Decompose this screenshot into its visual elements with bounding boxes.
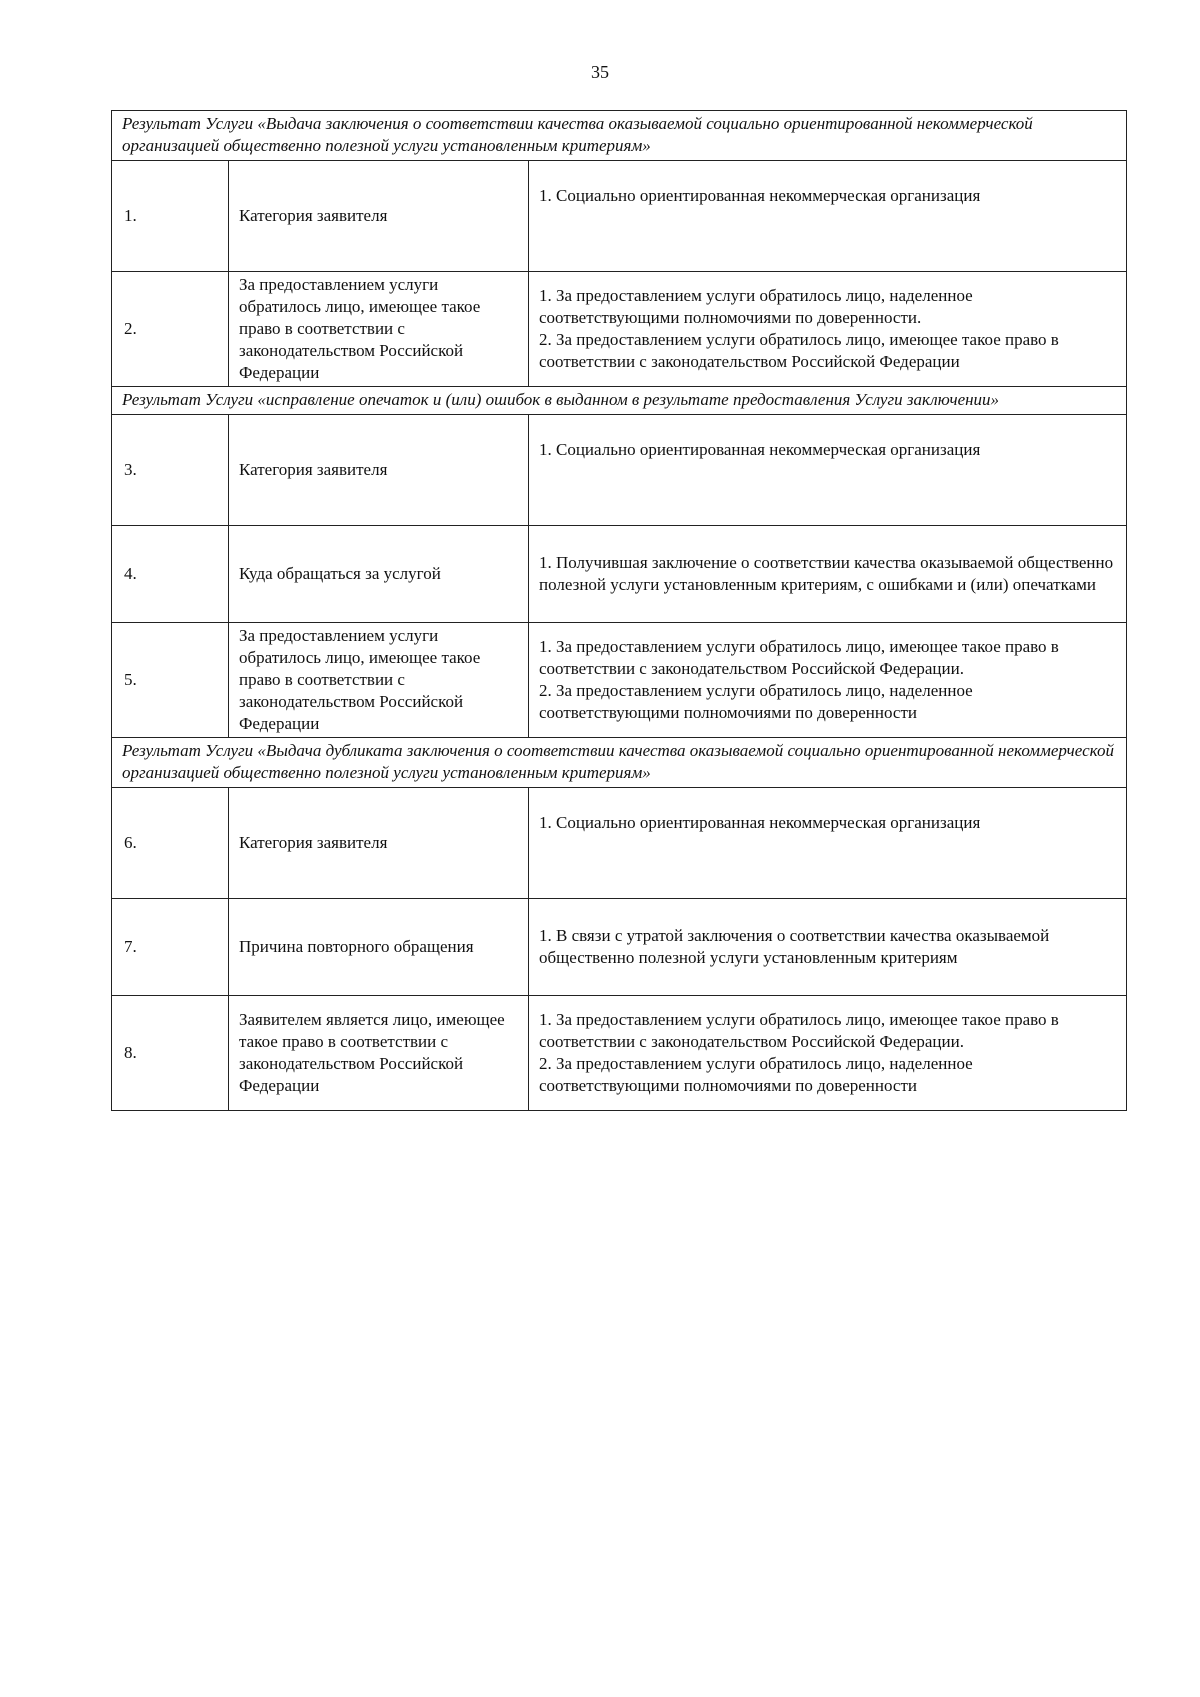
table-row xyxy=(112,996,1127,1111)
section-header-row xyxy=(112,387,1127,415)
row-number: 7. xyxy=(112,899,229,996)
row-value xyxy=(529,526,1127,623)
criteria-table xyxy=(111,110,1127,1111)
value-item: 1. За предоставлением услуги обратилось лицо, наделенное соответствующими полномочиями по доверенности. xyxy=(539,286,973,327)
row-number: 6. xyxy=(112,788,229,899)
row-value xyxy=(529,161,1127,272)
row-value xyxy=(529,623,1127,738)
table-row xyxy=(112,415,1127,526)
value-item: 2. За предоставлением услуги обратилось лицо, наделенное соответствующими полномочиями по доверенности xyxy=(539,1054,973,1095)
value-item: 2. За предоставлением услуги обратилось лицо, имеющее такое право в соответствии с законодательством Российской Федерации xyxy=(539,330,1059,371)
row-value xyxy=(529,272,1127,387)
row-number: 3. xyxy=(112,415,229,526)
row-parameter: Категория заявителя xyxy=(229,415,529,526)
value-item: 1. Социально ориентированная некоммерческая организация xyxy=(539,813,981,832)
row-number: 5. xyxy=(112,623,229,738)
row-number: 1. xyxy=(112,161,229,272)
row-parameter: Категория заявителя xyxy=(229,788,529,899)
value-item: 2. За предоставлением услуги обратилось лицо, наделенное соответствующими полномочиями по доверенности xyxy=(539,681,973,722)
value-item: 1. Социально ориентированная некоммерческая организация xyxy=(539,440,981,459)
table-row xyxy=(112,526,1127,623)
row-number: 8. xyxy=(112,996,229,1111)
section-header-row xyxy=(112,738,1127,788)
row-value xyxy=(529,996,1127,1111)
value-item: 1. Получившая заключение о соответствии качества оказываемой общественно полезной услуги установленным критериям, с ошибками и (или) опечатками xyxy=(539,553,1114,594)
value-item: 1. За предоставлением услуги обратилось лицо, имеющее такое право в соответствии с законодательством Российской Федерации. xyxy=(539,1010,1059,1051)
table-row xyxy=(112,161,1127,272)
row-number: 2. xyxy=(112,272,229,387)
section-header-row xyxy=(112,111,1127,161)
row-parameter: За предоставлением услуги обратилось лицо, имеющее такое право в соответствии с законодательством Российской Федерации xyxy=(229,623,529,738)
table-row xyxy=(112,788,1127,899)
row-parameter: Причина повторного обращения xyxy=(229,899,529,996)
table-row xyxy=(112,899,1127,996)
row-parameter: Куда обращаться за услугой xyxy=(229,526,529,623)
page-number: 35 xyxy=(591,62,609,82)
section-title: Результат Услуги «Выдача заключения о соответствии качества оказываемой социально ориентированной некоммерческой организацией общественно полезной услуги установленным критериям» xyxy=(112,111,1127,161)
row-value xyxy=(529,788,1127,899)
row-parameter: За предоставлением услуги обратилось лицо, имеющее такое право в соответствии с законодательством Российской Федерации xyxy=(229,272,529,387)
section-title: Результат Услуги «Выдача дубликата заключения о соответствии качества оказываемой социально ориентированной некоммерческой организацией общественно полезной услуги установленным критериям» xyxy=(112,738,1127,788)
table-row xyxy=(112,623,1127,738)
row-parameter: Заявителем является лицо, имеющее такое право в соответствии с законодательством Российской Федерации xyxy=(229,996,529,1111)
row-parameter: Категория заявителя xyxy=(229,161,529,272)
value-item: 1. За предоставлением услуги обратилось лицо, имеющее такое право в соответствии с законодательством Российской Федерации. xyxy=(539,637,1059,678)
row-value xyxy=(529,415,1127,526)
row-value xyxy=(529,899,1127,996)
table-row xyxy=(112,272,1127,387)
row-number: 4. xyxy=(112,526,229,623)
value-item: 1. В связи с утратой заключения о соответствии качества оказываемой общественно полезной услуги установленным критериям xyxy=(539,926,1050,967)
value-item: 1. Социально ориентированная некоммерческая организация xyxy=(539,186,981,205)
section-title: Результат Услуги «исправление опечаток и (или) ошибок в выданном в результате предоставления Услуги заключении» xyxy=(112,387,1127,415)
